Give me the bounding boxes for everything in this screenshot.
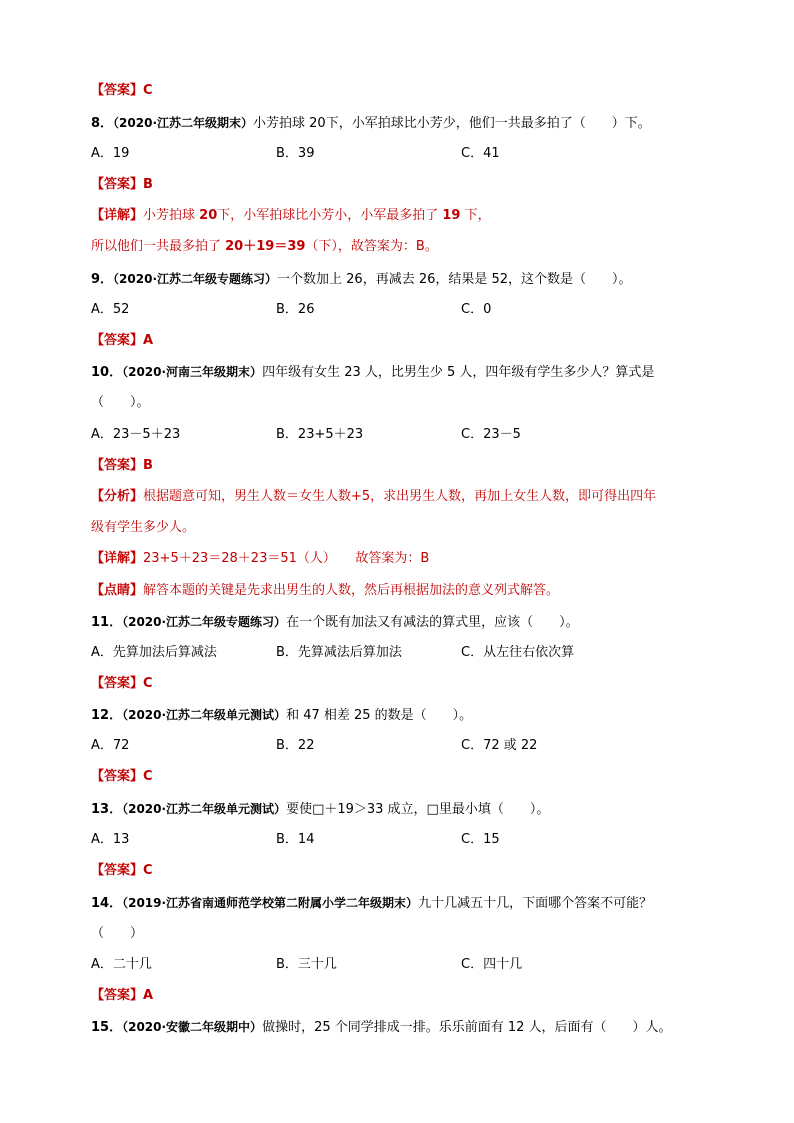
option-c: C．41 xyxy=(461,146,500,161)
question-12 xyxy=(91,706,472,725)
answer-9 xyxy=(91,332,153,350)
question-13 xyxy=(91,800,549,819)
explanation-text: （下），故答案为：B。 xyxy=(305,239,438,254)
option-c: C．0 xyxy=(461,302,492,317)
option-a: A．72 xyxy=(91,738,130,753)
option-a: A．52 xyxy=(91,302,130,317)
answer-value: C xyxy=(143,769,153,784)
question-number: 13． xyxy=(91,802,123,817)
explanation-8-line-1 xyxy=(91,207,491,225)
question-source: （2020·江苏二年级单元测试） xyxy=(122,802,287,816)
question-text: 做操时，25 个同学排成一排。乐乐前面有 12 人，后面有（ ）人。 xyxy=(262,1020,672,1035)
explanation-text: 所以他们一共最多拍了 xyxy=(91,239,226,254)
explanation-number: 19 xyxy=(442,208,461,223)
answer-tag: 【答案】 xyxy=(91,333,144,348)
explanation-tag: 【详解】 xyxy=(91,551,144,566)
question-10-continued: （ ）。 xyxy=(91,395,150,410)
question-number: 9． xyxy=(91,272,114,287)
option-a: A．先算加法后算减法 xyxy=(91,645,217,660)
question-14 xyxy=(91,894,652,913)
explanation-number: 20 xyxy=(199,208,218,223)
question-number: 11． xyxy=(91,615,123,630)
option-a: A．13 xyxy=(91,832,130,847)
answer-tag: 【答案】 xyxy=(91,83,144,98)
question-text: 九十几减五十几，下面哪个答案不可能？ xyxy=(418,896,653,911)
option-b: B．22 xyxy=(276,738,315,753)
analysis-tag: 【分析】 xyxy=(91,489,144,504)
question-number: 10． xyxy=(91,365,123,380)
explanation-equation: 20＋19＝39 xyxy=(225,239,306,254)
question-text: 小芳拍球 20下，小军拍球比小芳少，他们一共最多拍了（ ）下。 xyxy=(253,116,651,131)
analysis-text: 根据题意可知，男生人数＝女生人数+5，求出男生人数，再加上女生人数，即可得出四年 xyxy=(143,489,657,504)
answer-tag: 【答案】 xyxy=(91,177,144,192)
option-b: B．先算减法后算加法 xyxy=(276,645,402,660)
question-source: （2020·江苏二年级单元测试） xyxy=(122,708,287,722)
question-15 xyxy=(91,1018,672,1037)
explanation-10 xyxy=(91,550,429,568)
answer-7 xyxy=(91,82,153,100)
key-point-10 xyxy=(91,582,559,600)
option-a: A．二十几 xyxy=(91,957,152,972)
question-8 xyxy=(91,114,651,133)
answer-14 xyxy=(91,987,153,1005)
question-number: 8． xyxy=(91,116,114,131)
answer-10 xyxy=(91,457,153,475)
answer-tag: 【答案】 xyxy=(91,863,144,878)
answer-value: C xyxy=(143,863,153,878)
question-10 xyxy=(91,363,654,382)
answer-value: C xyxy=(143,676,153,691)
question-source: （2020·江苏二年级专题练习） xyxy=(122,615,287,629)
option-c: C．从左往右依次算 xyxy=(461,645,575,660)
answer-8 xyxy=(91,176,153,194)
key-point-text: 解答本题的关键是先求出男生的人数，然后再根据加法的意义列式解答。 xyxy=(143,583,560,598)
question-source: （2020·江苏二年级期末） xyxy=(113,116,254,130)
option-c: C．15 xyxy=(461,832,500,847)
answer-tag: 【答案】 xyxy=(91,988,144,1003)
key-point-tag: 【点睛】 xyxy=(91,583,144,598)
option-a: A．23－5＋23 xyxy=(91,427,181,442)
option-b: B．23+5＋23 xyxy=(276,427,364,442)
option-b: B．39 xyxy=(276,146,315,161)
question-11 xyxy=(91,613,579,632)
question-text: 四年级有女生 23 人，比男生少 5 人，四年级有学生多少人？算式是 xyxy=(262,365,655,380)
explanation-tag: 【详解】 xyxy=(91,208,144,223)
explanation-text: 23+5＋23＝28＋23＝51（人） 故答案为：B xyxy=(143,551,430,566)
question-text: 在一个既有加法又有减法的算式里，应该（ ）。 xyxy=(286,615,579,630)
question-number: 12． xyxy=(91,708,123,723)
option-a: A．19 xyxy=(91,146,130,161)
answer-value: B xyxy=(143,458,153,473)
question-source: （2019·江苏省南通师范学校第二附属小学二年级期末） xyxy=(122,896,419,910)
explanation-text: 小芳拍球 xyxy=(143,208,200,223)
question-text: 和 47 相差 25 的数是（ ）。 xyxy=(286,708,473,723)
question-number: 15． xyxy=(91,1020,123,1035)
answer-value: B xyxy=(143,177,153,192)
question-14-continued: （ ） xyxy=(91,926,144,941)
answer-value: A xyxy=(143,988,154,1003)
option-b: B．三十几 xyxy=(276,957,337,972)
option-c: C．四十几 xyxy=(461,957,523,972)
option-c: C．23－5 xyxy=(461,427,521,442)
answer-12 xyxy=(91,768,153,786)
analysis-10-line-2: 级有学生多少人。 xyxy=(91,520,196,535)
answer-tag: 【答案】 xyxy=(91,676,144,691)
explanation-text: 下， xyxy=(460,208,491,223)
answer-tag: 【答案】 xyxy=(91,769,144,784)
answer-value: A xyxy=(143,333,154,348)
question-9 xyxy=(91,270,632,289)
option-b: B．14 xyxy=(276,832,315,847)
answer-value: C xyxy=(143,83,153,98)
question-text: 一个数加上 26，再减去 26，结果是 52，这个数是（ ）。 xyxy=(277,272,632,287)
analysis-10-line-1 xyxy=(91,488,656,506)
option-b: B．26 xyxy=(276,302,315,317)
question-source: （2020·江苏二年级专题练习） xyxy=(113,272,278,286)
answer-tag: 【答案】 xyxy=(91,458,144,473)
question-source: （2020·河南三年级期末） xyxy=(122,365,263,379)
question-number: 14． xyxy=(91,896,123,911)
explanation-text: 下，小军拍球比小芳小，小军最多拍了 xyxy=(217,208,443,223)
question-source: （2020·安徽二年级期中） xyxy=(122,1020,263,1034)
answer-11 xyxy=(91,675,153,693)
option-c: C．72 或 22 xyxy=(461,738,538,753)
answer-13 xyxy=(91,862,153,880)
question-text: 要使□＋19＞33 成立，□里最小填（ ）。 xyxy=(286,802,550,817)
explanation-8-line-2 xyxy=(91,238,438,256)
